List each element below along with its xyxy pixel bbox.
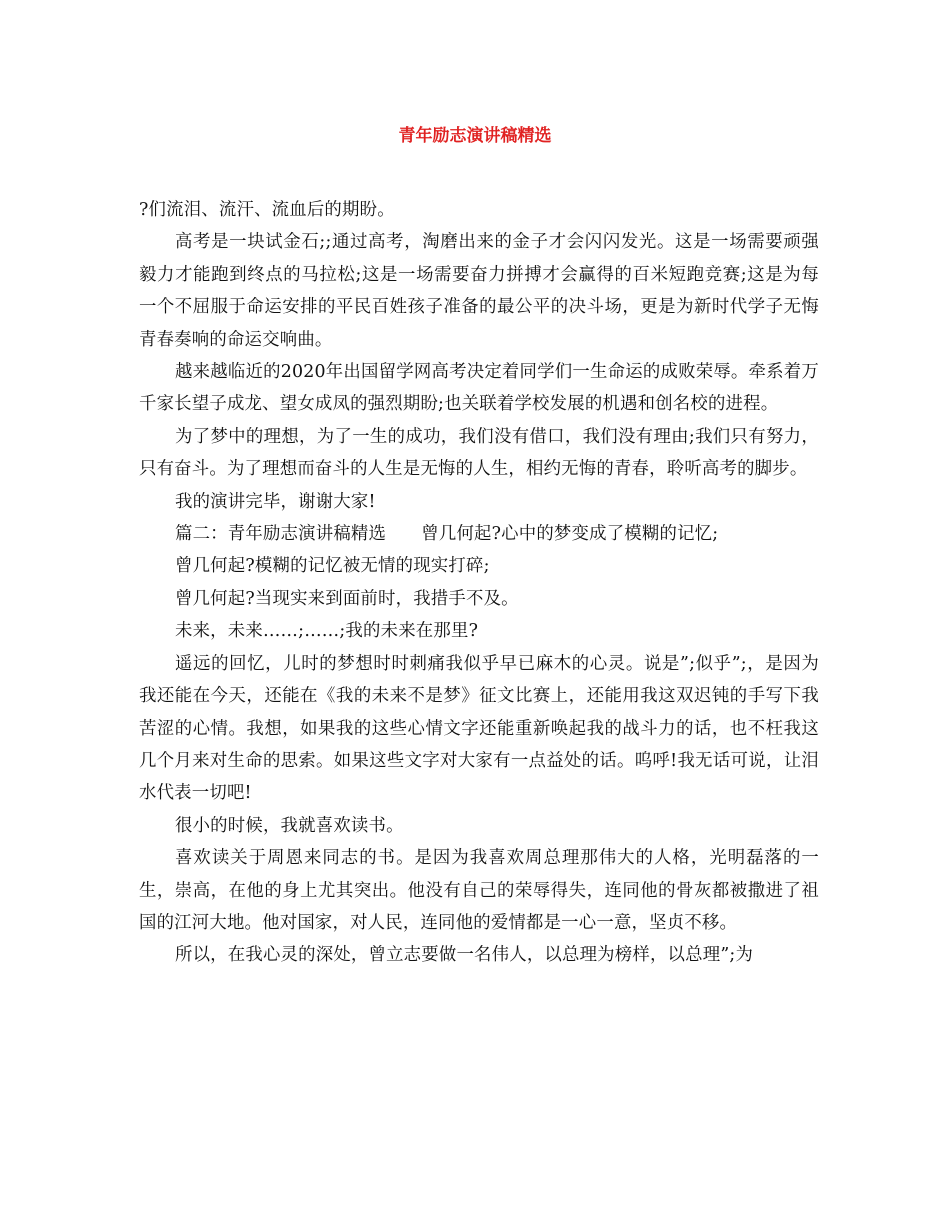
- paragraph: 未来，未来……;……;我的未来在那里?: [175, 621, 479, 642]
- paragraph: 越来越临近的2020年出国留学网高考决定着同学们一生命运的成败荣辱。牵系着万千家长望子成龙、望女成凤的强烈期盼;也关联着学校发展的机遇和创名校的进程。: [139, 362, 819, 415]
- paragraph: ?们流泪、流汗、流血后的期盼。: [139, 200, 395, 220]
- paragraph: 高考是一块试金石;;通过高考，淘磨出来的金子才会闪闪发光。这是一场需要顽强毅力才能跑到终点的马拉松;这是一场需要奋力拼搏才会赢得的百米短跑竞赛;这是为每一个不屈服于命运安排的平民百姓孩子准备的最公平的决斗场，更是为新时代学子无悔青春奏响的命运交响曲。: [139, 232, 819, 350]
- paragraph: 为了梦中的理想，为了一生的成功，我们没有借口，我们没有理由;我们只有努力，只有奋斗。为了理想而奋斗的人生是无悔的人生，相约无悔的青春，聆听高考的脚步。: [139, 426, 819, 480]
- section-heading-paragraph: 篇二：青年励志演讲稿精选 曾几何起?心中的梦变成了模糊的记忆;: [175, 524, 719, 545]
- paragraph: 很小的时候，我就喜欢读书。: [175, 815, 404, 836]
- paragraph: 喜欢读关于周恩来同志的书。是因为我喜欢周总理那伟大的人格，光明磊落的一生，崇高，在他的身上尤其突出。他没有自己的荣辱得失，连同他的骨灰都被撒进了祖国的江河大地。他对国家，对人民，连同他的爱情都是一心一意，坚贞不移。: [139, 848, 819, 933]
- paragraph: 我的演讲完毕，谢谢大家!: [175, 491, 376, 512]
- paragraph: 所以，在我心灵的深处，曾立志要做一名伟人，以总理为榜样，以总理”;为: [175, 945, 754, 966]
- document-title: 青年励志演讲稿精选: [398, 126, 552, 146]
- document-body: [139, 194, 819, 972]
- paragraph: 曾几何起?模糊的记忆被无情的现实打碎;: [175, 556, 490, 577]
- paragraph: 遥远的回忆，儿时的梦想时时刺痛我似乎早已麻木的心灵。说是”;似乎”;，是因为我还能在今天，还能在《我的未来不是梦》征文比赛上，还能用我这双迟钝的手写下我苦涩的心情。我想，如果我的这些心情文字还能重新唤起我的战斗力的话，也不枉我这几个月来对生命的思索。如果这些文字对大家有一点益处的话。呜呼!我无话可说，让泪水代表一切吧!: [139, 653, 819, 804]
- paragraph: 曾几何起?当现实来到面前时，我措手不及。: [175, 588, 519, 609]
